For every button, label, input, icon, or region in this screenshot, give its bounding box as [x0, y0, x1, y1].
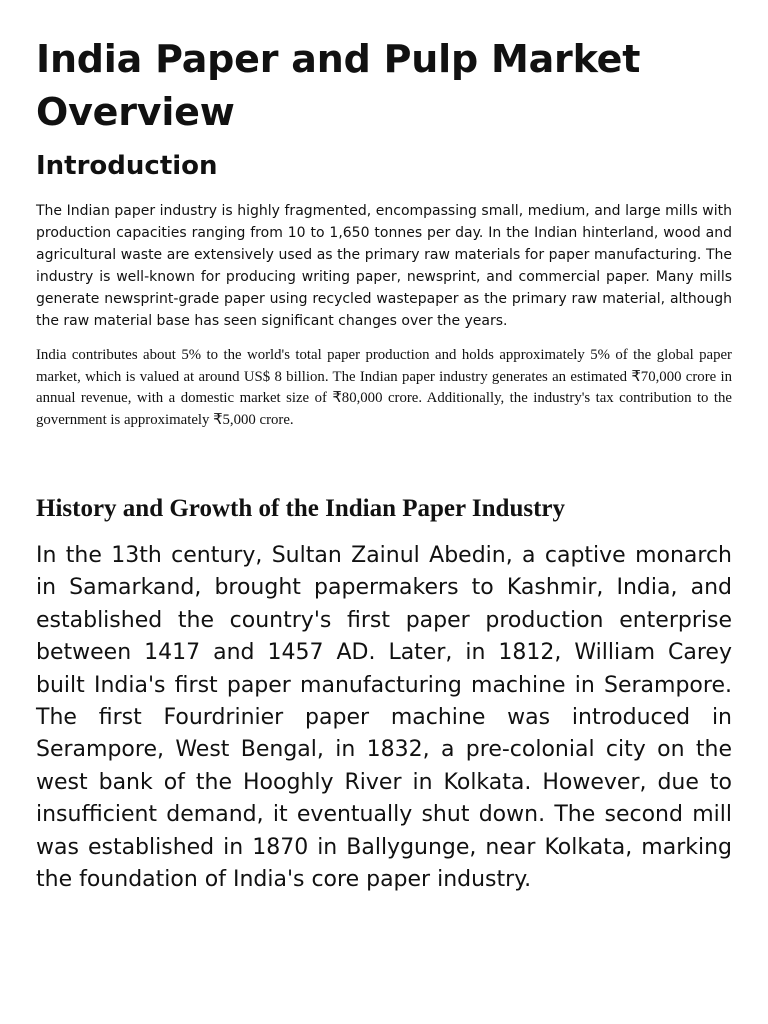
document-page [36, 0, 732, 896]
introduction-paragraph-1: The Indian paper industry is highly fragmented, encompassing small, medium, and large mills with production capacities ranging from 10 to 1,650 tonnes per day. In the Indian hinterland, wood and agricultural waste are extensively used as the primary raw materials for paper manufacturing. The industry is well-known for producing writing paper, newsprint, and commercial paper. Many mills generate newsprint-grade paper using recycled wastepaper as the primary raw material, although the raw material base has seen significant changes over the years. [36, 203, 732, 329]
history-paragraph: In the 13th century, Sultan Zainul Abedin, a captive monarch in Samarkand, brought papermakers to Kashmir, India, and established the country's first paper production enterprise between 1417 and 1457 AD. Later, in 1812, William Carey built India's first paper manufacturing machine in Serampore. The first Fourdrinier paper machine was introduced in Serampore, West Bengal, in 1832, a pre-colonial city on the west bank of the Hooghly River in Kolkata. However, due to insufficient demand, it eventually shut down. The second mill was established in 1870 in Ballygunge, near Kolkata, marking the foundation of India's core paper industry. [36, 543, 732, 893]
introduction-heading: Introduction [36, 151, 218, 181]
page-title: India Paper and Pulp Market Overview [36, 37, 641, 134]
history-heading: History and Growth of the Indian Paper Industry [36, 495, 566, 522]
introduction-paragraph-2: India contributes about 5% to the world's total paper production and holds approximately 5% of the global paper market, which is valued at around US$ 8 billion. The Indian paper industry generates an estimated ₹70,000 crore in annual revenue, with a domestic market size of ₹80,000 crore. Additionally, the industry's tax contribution to the government is approximately ₹5,000 crore. [36, 347, 732, 428]
